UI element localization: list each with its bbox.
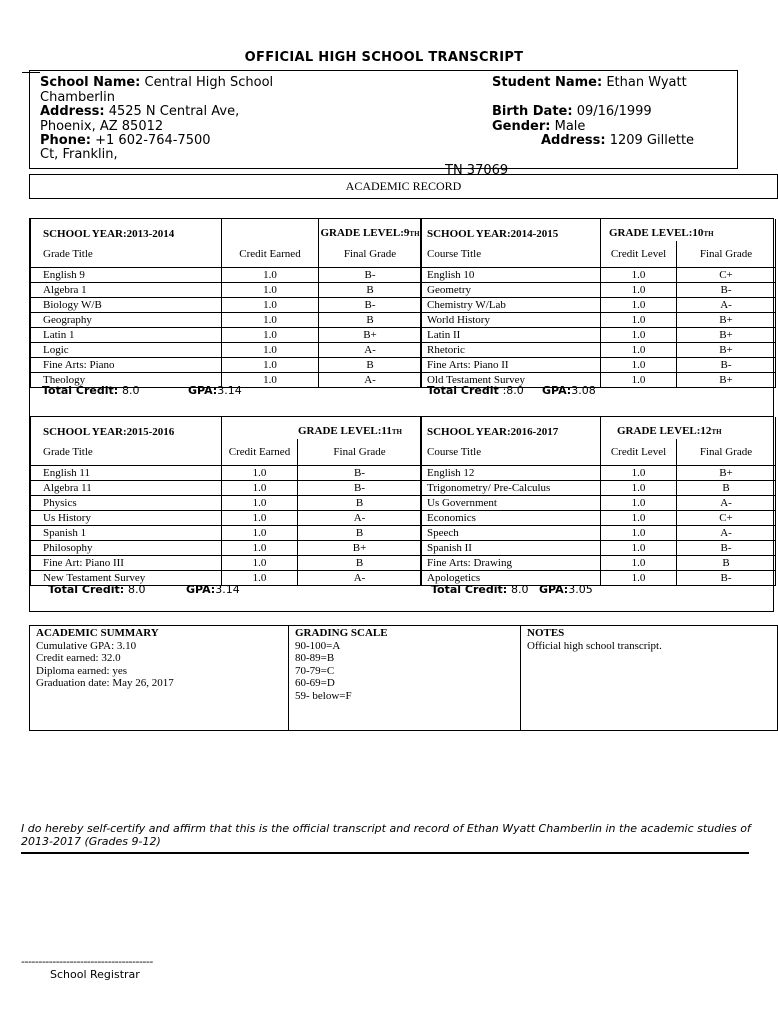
- grade-level-suffix: TH: [703, 230, 714, 238]
- course-row: [31, 328, 422, 343]
- year-block-2013-2015: [29, 218, 774, 417]
- course-row: [31, 343, 422, 358]
- gpa-2014-2015: [542, 384, 596, 397]
- school-name-label: School Name:: [40, 75, 141, 90]
- column-header-row: [421, 241, 776, 268]
- total-credit-label: Total Credit:: [48, 583, 125, 596]
- total-credit-value: :8.0: [502, 384, 524, 397]
- course-row: [31, 511, 422, 526]
- academic-record-heading: ACADEMIC RECORD: [29, 174, 778, 199]
- course-grade: C+: [677, 511, 776, 526]
- student-address-row: [541, 133, 694, 148]
- course-credit: 1.0: [222, 496, 298, 511]
- grade-level-suffix: TH: [711, 428, 722, 436]
- course-grade: A-: [677, 526, 776, 541]
- course-grade: B: [677, 556, 776, 571]
- academic-summary: [30, 626, 289, 730]
- school-year-label: SCHOOL YEAR:2016-2017: [421, 417, 601, 439]
- course-grade: B-: [677, 358, 776, 373]
- course-title: Chemistry W/Lab: [421, 298, 601, 313]
- gpa-label: GPA:: [542, 384, 572, 397]
- school-address-line2: Phoenix, AZ 85012: [40, 119, 164, 134]
- course-rows: [421, 268, 776, 388]
- course-grade: B: [319, 283, 422, 298]
- course-grade: C+: [677, 268, 776, 283]
- school-name-value: Central High School: [144, 75, 274, 90]
- course-grade: A-: [677, 298, 776, 313]
- school-address-line1: 4525 N Central Ave,: [108, 104, 240, 119]
- gpa-2015-2016: [186, 583, 240, 596]
- course-credit: 1.0: [222, 541, 298, 556]
- course-title: Philosophy: [31, 541, 222, 556]
- course-grade: B: [319, 358, 422, 373]
- course-row: [31, 496, 422, 511]
- phone-label: Phone:: [40, 133, 91, 148]
- course-grade: A-: [319, 343, 422, 358]
- col-title: Course Title: [421, 439, 601, 466]
- course-row: [31, 526, 422, 541]
- summary-line: 90-100=A: [295, 639, 341, 652]
- col-credit: Credit Level: [601, 241, 677, 268]
- course-grade: B+: [319, 328, 422, 343]
- course-grade: B-: [677, 541, 776, 556]
- course-credit: 1.0: [222, 313, 319, 328]
- course-title: Us History: [31, 511, 222, 526]
- birth-date-row: [492, 104, 652, 119]
- year-table-2014-2015: [420, 219, 776, 388]
- course-row: [421, 496, 776, 511]
- course-title: Fine Arts: Piano II: [421, 358, 601, 373]
- summary-line: Official high school transcript.: [527, 639, 662, 652]
- col-credit: Credit Earned: [222, 241, 319, 268]
- school-year-label: SCHOOL YEAR:2015-2016: [31, 417, 222, 439]
- grade-level-label: [601, 417, 776, 439]
- total-credit-2015-2016: [48, 583, 145, 596]
- summary-line: 80-89=B: [295, 652, 335, 665]
- course-rows: [421, 466, 776, 586]
- course-title: Trigonometry/ Pre-Calculus: [421, 481, 601, 496]
- school-name-row: [40, 75, 273, 90]
- course-credit: 1.0: [222, 511, 298, 526]
- blank-header-cell: [222, 219, 319, 241]
- total-credit-label: Total Credit: [427, 384, 499, 397]
- course-grade: A-: [298, 511, 422, 526]
- total-credit-label: Total Credit:: [431, 583, 508, 596]
- academic-summary-lines: [36, 640, 288, 690]
- course-grade: B: [298, 496, 422, 511]
- grading-scale: [289, 626, 521, 730]
- total-credit-value: 8.0: [121, 384, 140, 397]
- course-grade: B: [298, 526, 422, 541]
- column-header-row: [31, 241, 422, 268]
- course-grade: B: [319, 313, 422, 328]
- phone-row: [40, 133, 211, 148]
- course-grade: B-: [677, 283, 776, 298]
- affirmation-rule: [21, 852, 749, 854]
- course-credit: 1.0: [601, 283, 677, 298]
- course-grade: A-: [298, 571, 422, 586]
- grade-level-label: [222, 417, 422, 439]
- course-title: Fine Arts: Drawing: [421, 556, 601, 571]
- course-row: [421, 358, 776, 373]
- course-credit: 1.0: [222, 556, 298, 571]
- course-title: Spanish II: [421, 541, 601, 556]
- course-row: [421, 481, 776, 496]
- course-title: Apologetics: [421, 571, 601, 586]
- course-title: Geometry: [421, 283, 601, 298]
- course-row: [31, 283, 422, 298]
- course-title: Algebra 1: [31, 283, 222, 298]
- course-credit: 1.0: [222, 343, 319, 358]
- course-title: New Testament Survey: [31, 571, 222, 586]
- course-row: [31, 556, 422, 571]
- course-title: Old Testament Survey: [421, 373, 601, 388]
- course-grade: B: [298, 556, 422, 571]
- year-block-2015-2017: [29, 417, 774, 612]
- course-row: [421, 556, 776, 571]
- course-grade: B: [677, 481, 776, 496]
- course-credit: 1.0: [601, 268, 677, 283]
- course-credit: 1.0: [222, 526, 298, 541]
- total-credit-2014-2015: [427, 384, 524, 397]
- grade-level-text: GRADE LEVEL:9: [320, 227, 410, 239]
- course-credit: 1.0: [222, 328, 319, 343]
- phone-value: +1 602-764-7500: [95, 133, 211, 148]
- course-row: [31, 541, 422, 556]
- course-credit: 1.0: [601, 526, 677, 541]
- course-title: Speech: [421, 526, 601, 541]
- total-credit-2016-2017: [431, 583, 528, 596]
- grading-scale-title: GRADING SCALE: [295, 627, 388, 639]
- course-row: [421, 283, 776, 298]
- course-row: [421, 466, 776, 481]
- student-name-row: [492, 75, 687, 90]
- col-grade: Final Grade: [677, 439, 776, 466]
- course-row: [421, 328, 776, 343]
- course-title: World History: [421, 313, 601, 328]
- academic-summary-title: ACADEMIC SUMMARY: [36, 627, 159, 639]
- registrar-label: School Registrar: [50, 968, 140, 981]
- course-title: English 10: [421, 268, 601, 283]
- course-credit: 1.0: [222, 298, 319, 313]
- school-name-continued: Chamberlin: [40, 90, 116, 105]
- gpa-value: 3.14: [217, 384, 242, 397]
- course-credit: 1.0: [601, 571, 677, 586]
- course-title: Physics: [31, 496, 222, 511]
- course-credit: 1.0: [601, 496, 677, 511]
- student-address-cutoff: TN 37069: [445, 163, 509, 178]
- student-name-value: Ethan Wyatt: [606, 75, 687, 90]
- col-credit: Credit Level: [601, 439, 677, 466]
- course-credit: 1.0: [222, 373, 319, 388]
- affirmation-statement: I do hereby self-certify and affirm that this is the official transcript and record of Ethan Wyatt Chamberlin in the academic studies of 2013-2017 (Grades 9-12): [21, 822, 751, 848]
- col-title: Grade Title: [31, 241, 222, 268]
- col-grade: Final Grade: [319, 241, 422, 268]
- summary-box: [29, 625, 778, 731]
- course-row: [421, 298, 776, 313]
- school-year-label: SCHOOL YEAR:2013-2014: [31, 219, 222, 241]
- course-credit: 1.0: [222, 268, 319, 283]
- gender-row: [492, 119, 585, 134]
- year-table-2016-2017: [420, 417, 776, 586]
- grade-level-text: GRADE LEVEL:10: [609, 227, 704, 239]
- col-grade: Final Grade: [677, 241, 776, 268]
- course-grade: B-: [298, 481, 422, 496]
- course-credit: 1.0: [222, 571, 298, 586]
- course-title: Logic: [31, 343, 222, 358]
- grade-level-label: [601, 219, 776, 241]
- gpa-2016-2017: [539, 583, 593, 596]
- year-header-row: [31, 417, 422, 439]
- gpa-value: 3.14: [215, 583, 240, 596]
- gpa-label: GPA:: [186, 583, 216, 596]
- year-table-2015-2016: [30, 417, 422, 586]
- course-title: English 11: [31, 466, 222, 481]
- birth-date-value: 09/16/1999: [576, 104, 652, 119]
- course-credit: 1.0: [601, 466, 677, 481]
- column-header-row: [421, 439, 776, 466]
- course-row: [31, 268, 422, 283]
- course-row: [31, 313, 422, 328]
- course-credit: 1.0: [601, 313, 677, 328]
- total-credit-value: 8.0: [510, 583, 529, 596]
- course-grade: B+: [677, 328, 776, 343]
- school-year-label: SCHOOL YEAR:2014-2015: [421, 219, 601, 241]
- school-address-label: Address:: [40, 104, 105, 119]
- course-title: Fine Arts: Piano: [31, 358, 222, 373]
- student-address-value: 1209 Gillette: [609, 133, 695, 148]
- grade-level-text: GRADE LEVEL:11: [298, 425, 392, 437]
- gpa-value: 3.08: [571, 384, 596, 397]
- course-grade: B-: [677, 571, 776, 586]
- summary-line: Cumulative GPA: 3.10: [36, 639, 137, 652]
- course-rows: [31, 268, 422, 388]
- course-credit: 1.0: [601, 328, 677, 343]
- student-address-label: Address:: [541, 133, 606, 148]
- notes: [521, 626, 777, 730]
- course-credit: 1.0: [222, 466, 298, 481]
- school-address-row: [40, 104, 239, 119]
- grade-level-label: [319, 219, 422, 241]
- course-grade: B+: [298, 541, 422, 556]
- course-title: English 9: [31, 268, 222, 283]
- course-credit: 1.0: [601, 556, 677, 571]
- summary-line: Graduation date: May 26, 2017: [36, 677, 174, 690]
- birth-date-label: Birth Date:: [492, 104, 573, 119]
- student-address-continued: Ct, Franklin,: [40, 147, 118, 162]
- gpa-label: GPA:: [188, 384, 218, 397]
- summary-line: 60-69=D: [295, 677, 335, 690]
- course-grade: B+: [677, 313, 776, 328]
- course-title: Rhetoric: [421, 343, 601, 358]
- course-grade: B+: [677, 343, 776, 358]
- notes-lines: [527, 640, 777, 653]
- total-credit-label: Total Credit:: [42, 384, 119, 397]
- course-row: [421, 313, 776, 328]
- student-name-label: Student Name:: [492, 75, 603, 90]
- course-credit: 1.0: [601, 298, 677, 313]
- course-row: [421, 526, 776, 541]
- course-title: Latin 1: [31, 328, 222, 343]
- summary-line: 59- below=F: [295, 689, 352, 702]
- gpa-2013-2014: [188, 384, 242, 397]
- course-credit: 1.0: [601, 373, 677, 388]
- course-title: Economics: [421, 511, 601, 526]
- course-title: English 12: [421, 466, 601, 481]
- course-rows: [31, 466, 422, 586]
- course-title: Latin II: [421, 328, 601, 343]
- summary-line: Credit earned: 32.0: [36, 652, 121, 665]
- col-credit: Credit Earned: [222, 439, 298, 466]
- course-row: [31, 481, 422, 496]
- course-credit: 1.0: [222, 283, 319, 298]
- course-title: Us Government: [421, 496, 601, 511]
- course-row: [421, 343, 776, 358]
- col-grade: Final Grade: [298, 439, 422, 466]
- year-header-row: [421, 417, 776, 439]
- gender-value: Male: [554, 119, 586, 134]
- gpa-label: GPA:: [539, 583, 569, 596]
- course-credit: 1.0: [601, 481, 677, 496]
- grade-level-suffix: TH: [391, 428, 402, 436]
- notes-title: NOTES: [527, 627, 565, 639]
- column-header-row: [31, 439, 422, 466]
- course-grade: B-: [319, 298, 422, 313]
- grade-level-text: GRADE LEVEL:12: [617, 425, 712, 437]
- course-title: Biology W/B: [31, 298, 222, 313]
- course-row: [31, 358, 422, 373]
- year-header-row: [31, 219, 422, 241]
- course-grade: B-: [298, 466, 422, 481]
- course-credit: 1.0: [601, 511, 677, 526]
- course-credit: 1.0: [601, 541, 677, 556]
- gpa-value: 3.05: [568, 583, 593, 596]
- gender-label: Gender:: [492, 119, 551, 134]
- course-credit: 1.0: [601, 343, 677, 358]
- col-title: Grade Title: [31, 439, 222, 466]
- course-grade: A-: [319, 373, 422, 388]
- course-grade: B+: [677, 466, 776, 481]
- header-info-box: [29, 70, 738, 178]
- course-row: [421, 541, 776, 556]
- course-title: Algebra 11: [31, 481, 222, 496]
- course-title: Spanish 1: [31, 526, 222, 541]
- col-title: Course Title: [421, 241, 601, 268]
- summary-line: 70-79=C: [295, 664, 335, 677]
- course-grade: B-: [319, 268, 422, 283]
- course-title: Fine Art: Piano III: [31, 556, 222, 571]
- course-row: [421, 511, 776, 526]
- grade-level-suffix: TH: [409, 230, 420, 238]
- course-row: [31, 298, 422, 313]
- course-row: [421, 268, 776, 283]
- signature-line: --------------------------------------: [21, 955, 153, 968]
- course-credit: 1.0: [222, 358, 319, 373]
- course-grade: A-: [677, 496, 776, 511]
- document-title: OFFICIAL HIGH SCHOOL TRANSCRIPT: [244, 50, 524, 65]
- course-title: Geography: [31, 313, 222, 328]
- course-credit: 1.0: [601, 358, 677, 373]
- year-table-2013-2014: [30, 219, 422, 388]
- grading-scale-lines: [295, 640, 520, 703]
- course-title: Theology: [31, 373, 222, 388]
- course-row: [31, 466, 422, 481]
- course-credit: 1.0: [222, 481, 298, 496]
- course-grade: B+: [677, 373, 776, 388]
- year-header-row: [421, 219, 776, 241]
- total-credit-2013-2014: [42, 384, 139, 397]
- total-credit-value: 8.0: [127, 583, 146, 596]
- summary-line: Diploma earned: yes: [36, 664, 128, 677]
